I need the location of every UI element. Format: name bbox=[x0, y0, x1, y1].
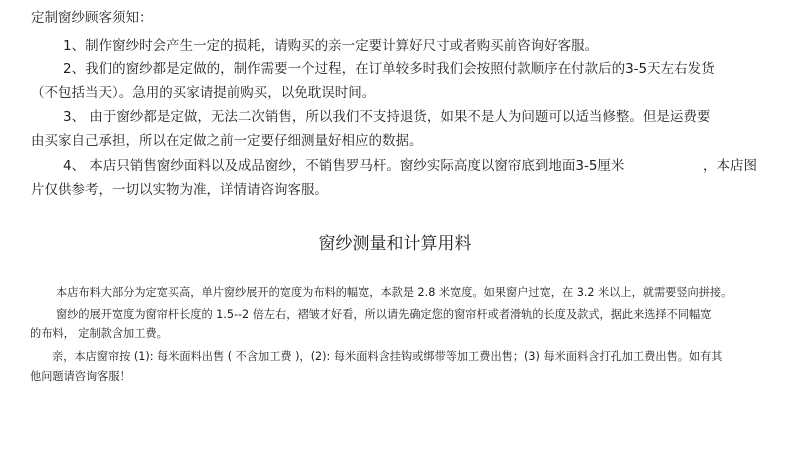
notice-heading: 定制窗纱顾客须知： bbox=[31, 10, 153, 26]
notice-item-3-line-1: 3、 由于窗纱都是定做，无法二次销售，所以我们不支持退货，如果不是人为问题可以适当修整。但是运费要 bbox=[63, 109, 711, 125]
notice-item-3-line-2: 由买家自己承担，所以在定做之前一定要仔细测量好相应的数据。 bbox=[31, 133, 423, 149]
notice-item-2-line-2: （不包括当天）。急用的买家请提前购买，以免耽误时间。 bbox=[31, 85, 376, 101]
measure-section-title: 窗纱测量和计算用料 bbox=[318, 234, 472, 254]
measure-paragraph-3-line-2: 他问题请咨询客服！ bbox=[30, 370, 131, 383]
notice-item-4-line-1-end: ，本店图 bbox=[703, 158, 757, 174]
measure-paragraph-2-line-1: 窗纱的展开宽度为窗帘杆长度的 1.5--2 倍左右，褶皱才好看，所以请先确定您的窗帘杆或者滑轨的长度及款式，据此来选择不同幅宽 bbox=[56, 308, 712, 321]
measure-paragraph-3-line-1: 亲，本店窗帘按 (1): 每米面料出售 ( 不含加工费 )，(2): 每米面料含挂钩或绑带等加工费出售；(3) 每米面料含打孔加工费出售。如有其 bbox=[52, 350, 723, 363]
notice-item-4-line-2: 片仅供参考，一切以实物为准，详情请咨询客服。 bbox=[31, 182, 328, 198]
notice-item-4-line-1: 4、 本店只销售窗纱面料以及成品窗纱，不销售罗马杆。窗纱实际高度以窗帘底到地面3-5厘米 bbox=[63, 158, 625, 174]
notice-item-2-line-1: 2、我们的窗纱都是定做的，制作需要一个过程，在订单较多时我们会按照付款顺序在付款后的3-5天左右发货 bbox=[63, 61, 715, 77]
measure-paragraph-2-line-2: 的布料， 定制款含加工费。 bbox=[30, 327, 168, 340]
measure-paragraph-1: 本店布料大部分为定宽买高，单片窗纱展开的宽度为布料的幅宽，本款是 2.8 米宽度。如果窗户过宽，在 3.2 米以上，就需要竖向拼接。 bbox=[56, 286, 733, 299]
notice-item-1: 1、制作窗纱时会产生一定的损耗，请购买的亲一定要计算好尺寸或者购买前咨询好客服。 bbox=[63, 38, 599, 54]
